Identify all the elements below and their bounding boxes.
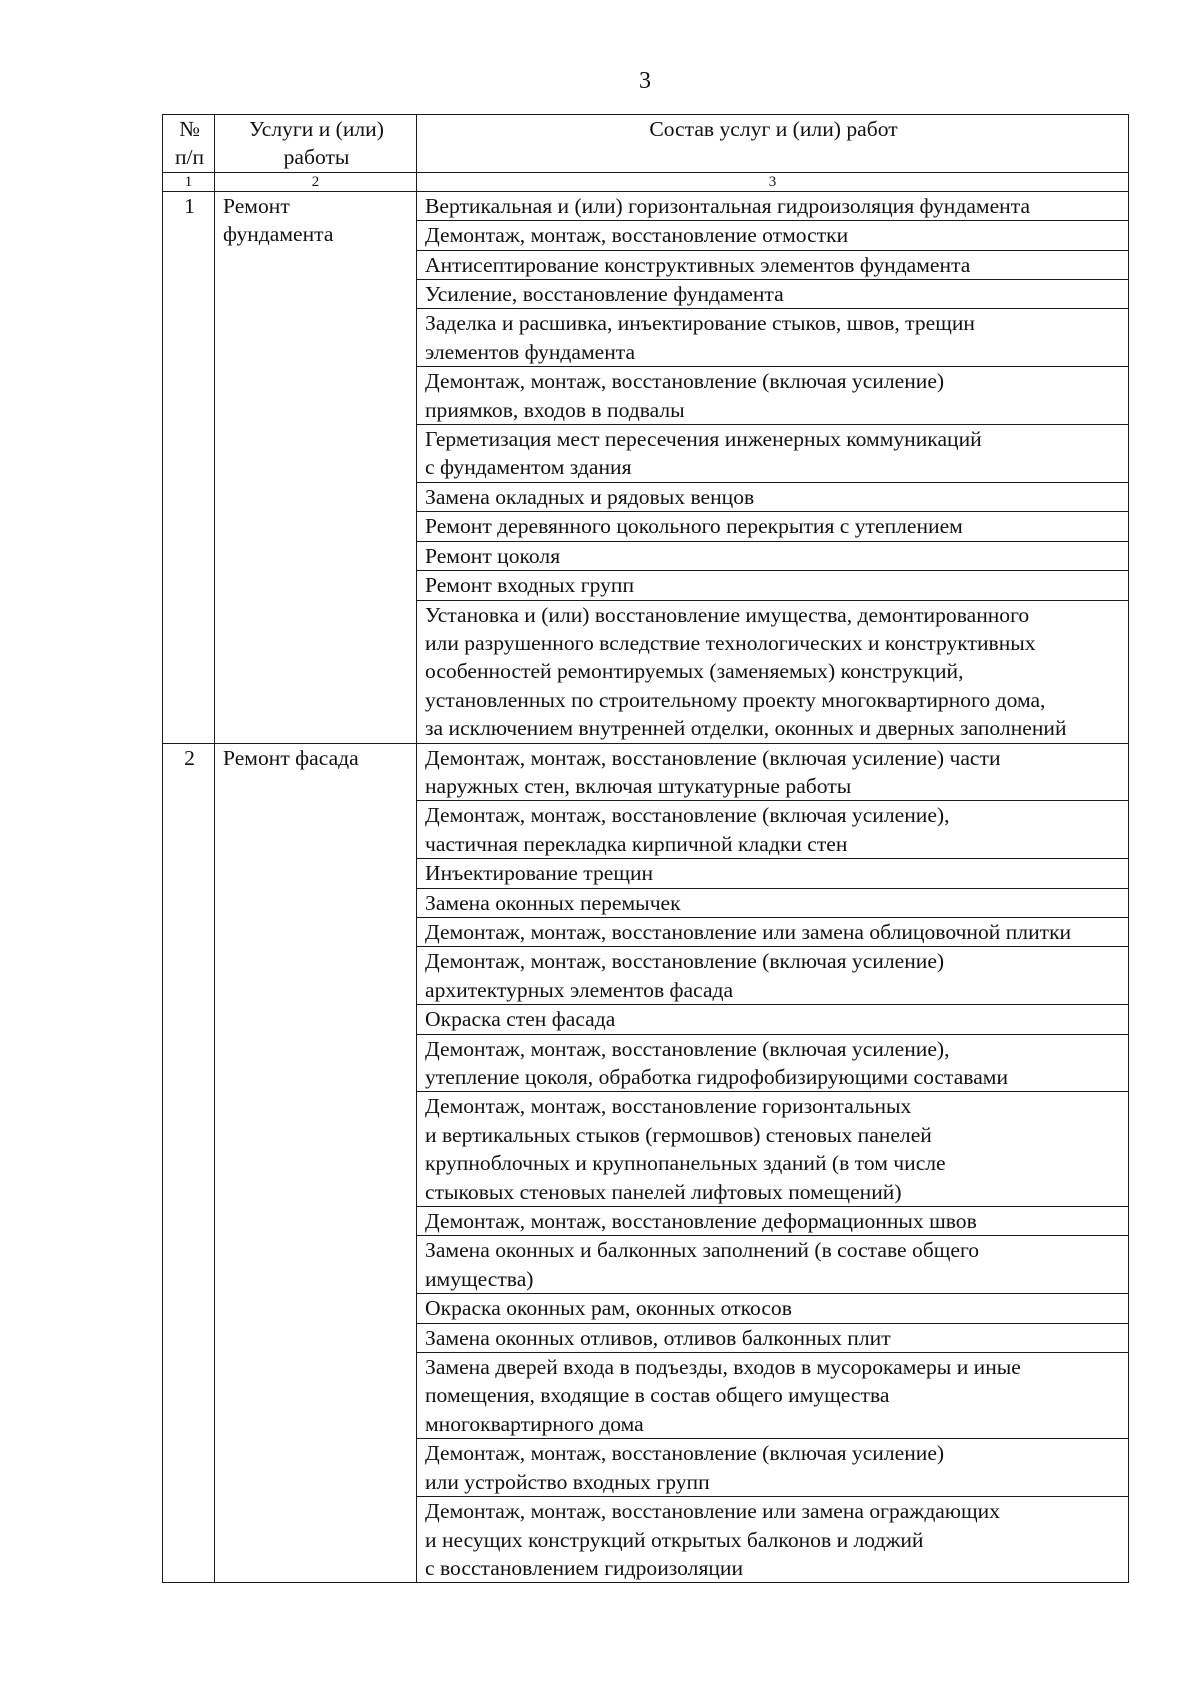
work-item: Герметизация мест пересечения инженерных коммуникаций с фундаментом здания <box>417 425 1129 483</box>
row-number: 1 <box>163 191 215 743</box>
header-works: Состав услуг и (или) работ <box>417 115 1129 173</box>
work-item: Вертикальная и (или) горизонтальная гидроизоляция фундамента <box>417 191 1129 220</box>
page-number: 3 <box>639 68 651 94</box>
header-service: Услуги и (или) работы <box>215 115 417 173</box>
table-row <box>163 191 1129 220</box>
work-item: Демонтаж, монтаж, восстановление горизонтальных и вертикальных стыков (гермошвов) стеновых панелей крупноблочных и крупнопанельных зданий (в том числе стыковых стеновых панелей лифтовых помещений) <box>417 1092 1129 1207</box>
service-name: Ремонт фундамента <box>215 191 417 743</box>
row-number: 2 <box>163 743 215 1583</box>
column-numbering-row <box>163 172 1129 191</box>
work-item: Демонтаж, монтаж, восстановление или замена ограждающих и несущих конструкций открытых балконов и лоджий с восстановлением гидроизоляции <box>417 1497 1129 1583</box>
work-item: Демонтаж, монтаж, восстановление (включая усиление) архитектурных элементов фасада <box>417 947 1129 1005</box>
header-number: № п/п <box>163 115 215 173</box>
work-item: Демонтаж, монтаж, восстановление (включая усиление), частичная перекладка кирпичной кладки стен <box>417 801 1129 859</box>
work-item: Замена оконных отливов, отливов балконных плит <box>417 1323 1129 1352</box>
table-body <box>163 191 1129 1583</box>
work-item: Замена оконных и балконных заполнений (в составе общего имущества) <box>417 1236 1129 1294</box>
work-item: Инъектирование трещин <box>417 859 1129 888</box>
work-item: Установка и (или) восстановление имущества, демонтированного или разрушенного вследствие технологических и конструктивных особенностей ремонтируемых (заменяемых) конструкций, установленных по строительному проекту многоквартирного дома, за исключением внутренней отделки, оконных и дверных заполнений <box>417 600 1129 743</box>
work-item: Окраска оконных рам, оконных откосов <box>417 1294 1129 1323</box>
column-number: 1 <box>163 172 215 191</box>
service-name: Ремонт фасада <box>215 743 417 1583</box>
work-item: Замена окладных и рядовых венцов <box>417 482 1129 511</box>
work-item: Демонтаж, монтаж, восстановление (включая усиление), утепление цоколя, обработка гидрофобизирующими составами <box>417 1034 1129 1092</box>
work-item: Ремонт входных групп <box>417 571 1129 600</box>
work-item: Демонтаж, монтаж, восстановление (включая усиление) части наружных стен, включая штукатурные работы <box>417 743 1129 801</box>
services-table <box>162 114 1129 1583</box>
work-item: Замена оконных перемычек <box>417 888 1129 917</box>
work-item: Антисептирование конструктивных элементов фундамента <box>417 250 1129 279</box>
work-item: Демонтаж, монтаж, восстановление (включая усиление) или устройство входных групп <box>417 1439 1129 1497</box>
work-item: Усиление, восстановление фундамента <box>417 280 1129 309</box>
work-item: Демонтаж, монтаж, восстановление или замена облицовочной плитки <box>417 917 1129 946</box>
work-item: Замена дверей входа в подъезды, входов в мусорокамеры и иные помещения, входящие в состав общего имущества многоквартирного дома <box>417 1353 1129 1439</box>
table-header-row <box>163 115 1129 173</box>
work-item: Окраска стен фасада <box>417 1005 1129 1034</box>
work-item: Демонтаж, монтаж, восстановление (включая усиление) приямков, входов в подвалы <box>417 367 1129 425</box>
work-item: Демонтаж, монтаж, восстановление деформационных швов <box>417 1207 1129 1236</box>
work-item: Заделка и расшивка, инъектирование стыков, швов, трещин элементов фундамента <box>417 309 1129 367</box>
work-item: Ремонт деревянного цокольного перекрытия с утеплением <box>417 512 1129 541</box>
work-item: Демонтаж, монтаж, восстановление отмостки <box>417 221 1129 250</box>
work-item: Ремонт цоколя <box>417 541 1129 570</box>
column-number: 3 <box>417 172 1129 191</box>
column-number: 2 <box>215 172 417 191</box>
table-row <box>163 743 1129 801</box>
